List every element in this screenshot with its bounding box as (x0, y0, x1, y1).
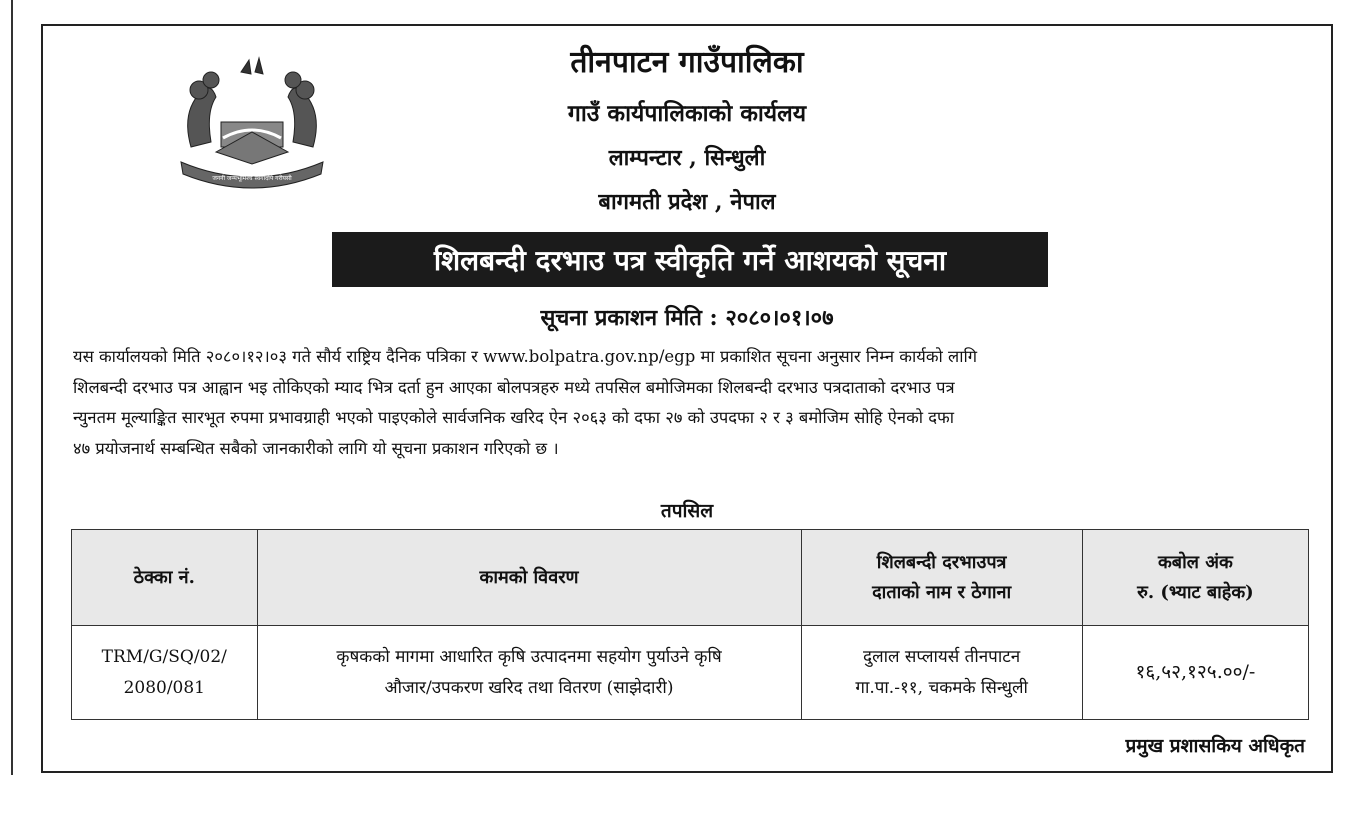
body-line: ४७ प्रयोजनार्थ सम्बन्धित सबैको जानकारीको लागि यो सूचना प्रकाशन गरिएको छ । (73, 438, 559, 458)
cell-amount: १६,५२,१२५.००/- (1082, 626, 1308, 720)
municipality-title: तीनपाटन गाउँपालिका (570, 45, 804, 80)
table-header-row (72, 530, 1309, 626)
header-amount: कबोल अंक रु. (भ्याट बाहेक) (1082, 530, 1308, 626)
header-contract-no: ठेक्का नं. (72, 530, 258, 626)
office-name: गाउँ कार्यपालिकाको कार्यलय (567, 100, 807, 127)
cell-bidder: दुलाल सप्लायर्स तीनपाटन गा.पा.-११, चकमके सिन्धुली (801, 626, 1082, 720)
publication-date: सूचना प्रकाशन मिति : २०८०।०१।०७ (540, 305, 834, 331)
header-bidder: शिलबन्दी दरभाउपत्र दाताको नाम र ठेगाना (801, 530, 1082, 626)
office-province: बागमती प्रदेश , नेपाल (598, 189, 776, 215)
notice-frame (41, 24, 1333, 773)
notice-body (73, 342, 1313, 464)
details-heading: तपसिल (660, 500, 714, 522)
table-row (72, 626, 1309, 720)
body-line: शिलबन्दी दरभाउ पत्र आह्वान भइ तोकिएको म्याद भित्र दर्ता हुन आएका बोलपत्रहरु मध्ये तपसिल बमोजिमका शिलबन्दी दरभाउ पत्रदाताको दरभाउ पत्र (73, 377, 955, 397)
signatory-title: प्रमुख प्रशासकिय अधिकृत (1125, 735, 1305, 757)
header-work-description: कामको विवरण (257, 530, 801, 626)
cell-work-description: कृषकको मागमा आधारित कृषि उत्पादनमा सहयोग पुर्याउने कृषि औजार/उपकरण खरिद तथा वितरण (साझेदारी) (257, 626, 801, 720)
body-line: यस कार्यालयको मिति २०८०।१२।०३ गते सौर्य राष्ट्रिय दैनिक पत्रिका र www.bolpatra.gov.np/egp मा प्रकाशित सूचना अनुसार निम्न कार्यको लागि (73, 347, 978, 366)
bid-table (71, 529, 1309, 720)
left-margin-rule (11, 0, 13, 775)
svg-text:जननी जन्मभूमिश्च स्वर्गादपि गर: जननी जन्मभूमिश्च स्वर्गादपि गरीयसी (212, 175, 292, 182)
notice-title-banner: शिलबन्दी दरभाउ पत्र स्वीकृति गर्ने आशयको सूचना (332, 232, 1048, 287)
body-line: न्युनतम मूल्याङ्कित सारभूत रुपमा प्रभावग्राही भएको पाइएकोले सार्वजनिक खरिद ऐन २०६३ को दफा २७ को उपदफा २ र ३ बमोजिम सोहि ऐनको दफा (73, 408, 955, 427)
cell-contract-no: TRM/G/SQ/02/ 2080/081 (72, 626, 258, 720)
office-address: लाम्पन्टार , सिन्धुली (608, 145, 766, 171)
